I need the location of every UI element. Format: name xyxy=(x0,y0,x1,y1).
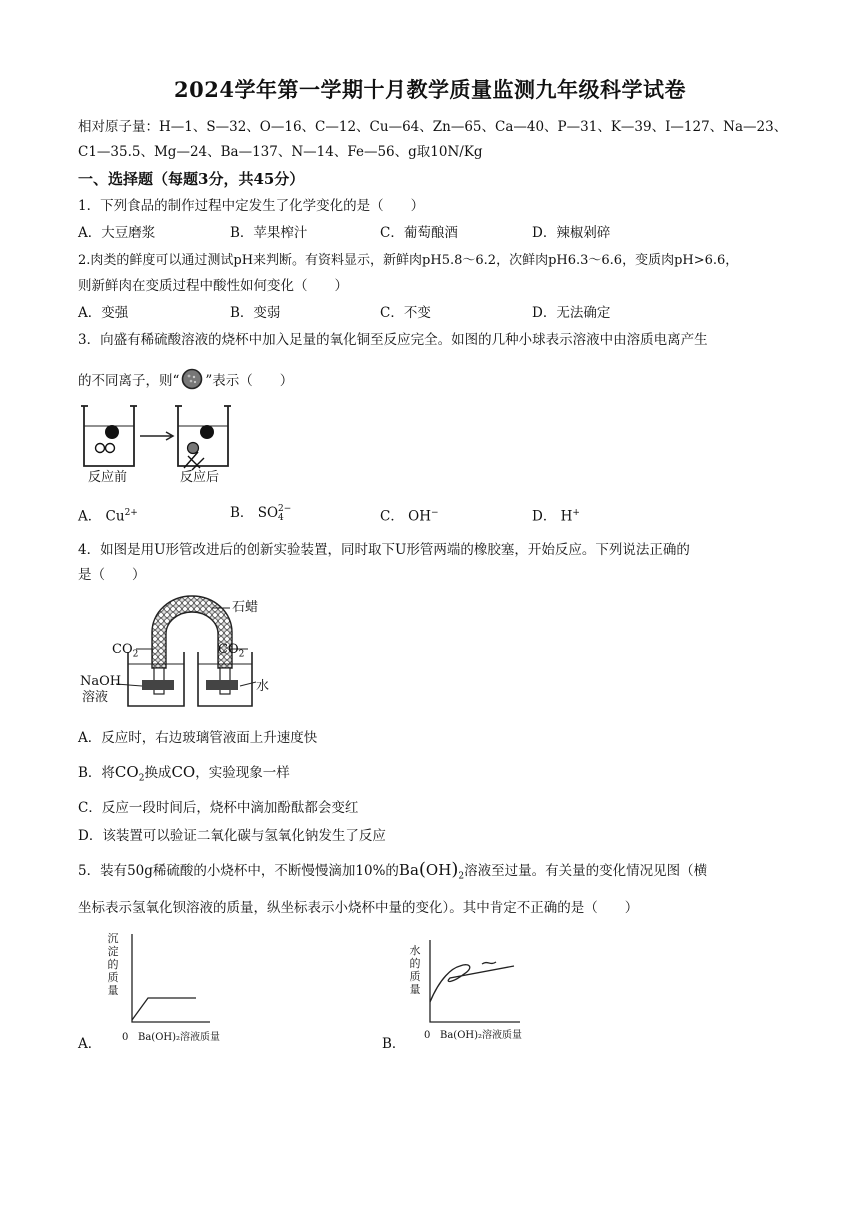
q5-graph-b-origin: 0 xyxy=(424,1030,431,1041)
q4-co2-left-label: $CO_2$ xyxy=(112,642,139,660)
q2-option-c: C．不变 xyxy=(380,305,431,321)
q3-option-b: B． SO 2− 4 xyxy=(230,503,292,523)
q1-option-c: C．葡萄酿酒 xyxy=(380,225,458,241)
right-liquid-bar xyxy=(206,680,238,690)
q3-stem-text-b: ”表示（ ） xyxy=(205,373,294,389)
q4-stem-line-2: 是（ ） xyxy=(78,567,146,583)
section-heading: 一、选择题（每题3分，共45分） xyxy=(78,170,305,188)
graph-a-axes xyxy=(132,934,210,1022)
q2-option-b: B．变弱 xyxy=(230,305,281,321)
q4-stem-line-1: 4．如图是用U形管改进后的创新实验装置，同时取下U形管两端的橡胶塞，开始反应。下列说法正确的 xyxy=(78,542,690,558)
graph-a-curve xyxy=(132,998,196,1020)
q4-wax-label: 石蜡 xyxy=(232,600,259,615)
water-pointer xyxy=(240,682,256,686)
graph-b-axes xyxy=(430,940,520,1022)
graph-b-curve xyxy=(430,965,514,1002)
q1-option-d: D．辣椒剁碎 xyxy=(532,225,611,241)
q4-water-label: 水 xyxy=(256,679,270,694)
q1-option-b: B．苹果榨汁 xyxy=(230,225,308,241)
q1-stem: 1．下列食品的制作过程中定发生了化学变化的是（ ） xyxy=(78,198,425,214)
q3-figure-before-label: 反应前 xyxy=(88,470,128,485)
left-liquid-bar xyxy=(142,680,174,690)
ion-ball-icon xyxy=(179,368,205,390)
q4-co2-right-label: $CO_2$ xyxy=(218,642,245,660)
ion-white-before-1 xyxy=(96,444,105,453)
q5-stem-line-1: 5．装有50g稀硫酸的小烧杯中，不断慢慢滴加10%的$Ba(OH)_2$溶液至过量。有关量的变化情况见图（横 xyxy=(78,859,708,882)
q2-stem-line-1: 2.肉类的鲜度可以通过测试pH来判断。有资料显示，新鲜肉pH5.8～6.2，次鲜肉pH6.3～6.6，变质肉pH>6.6， xyxy=(78,253,739,268)
q3-option-d: D． H+ xyxy=(532,508,580,525)
q5-option-b: B． xyxy=(382,1036,406,1052)
ion-gray-after xyxy=(188,443,199,454)
q4-solution-label: 溶液 xyxy=(82,690,109,705)
q5-graph-b-x-label: Ba(OH)₂溶液质量 xyxy=(440,1030,523,1041)
q5-graph-a-y-label: 沉淀的质量 xyxy=(107,932,119,997)
q4-option-b: B．将$CO_2$换成CO，实验现象一样 xyxy=(78,763,290,784)
q4-naoh-label: NaOH xyxy=(80,674,122,689)
q5-graph-a-origin: 0 xyxy=(122,1032,129,1043)
q3-figure-after-label: 反应后 xyxy=(180,470,220,485)
q1-option-a: A．大豆磨浆 xyxy=(78,225,156,241)
ion-black-after xyxy=(200,425,214,439)
exam-title: 2024学年第一学期十月教学质量监测九年级科学试卷 xyxy=(174,77,686,102)
q5-graph-b xyxy=(404,938,544,1034)
q4-option-c: C．反应一段时间后，烧杯中滴加酚酞都会变红 xyxy=(78,800,359,816)
q3-option-c: C． OH− xyxy=(380,508,439,525)
q5-graph-a-x-label: Ba(OH)₂溶液质量 xyxy=(138,1032,221,1043)
q4-option-d: D．该装置可以验证二氧化碳与氢氧化钠发生了反应 xyxy=(78,828,386,844)
q5-option-a: A． xyxy=(78,1036,102,1052)
ion-white-before-2 xyxy=(106,444,115,453)
q5-stem-line-2: 坐标表示氢氧化钡溶液的质量，纵坐标表示小烧杯中量的变化）。其中肯定不正确的是（ ） xyxy=(78,900,639,916)
q5-graph-b-y-label: 水的质量 xyxy=(409,944,421,996)
graph-b-mark xyxy=(482,962,496,964)
q3-option-a: A． $Cu^{2+}$ xyxy=(78,508,138,525)
q2-option-d: D．无法确定 xyxy=(532,305,611,321)
atomic-mass-line-1: 相对原子量：H—1、S—32、O—16、C—12、Cu—64、Zn—65、Ca—40、P—31、K—39、I—127、Na—23、 xyxy=(78,119,788,135)
q2-option-a: A．变强 xyxy=(78,305,129,321)
ion-black-before xyxy=(105,425,119,439)
q2-stem-line-2: 则新鲜肉在变质过程中酸性如何变化（ ） xyxy=(78,278,348,294)
q3-stem-line-1: 3．向盛有稀硫酸溶液的烧杯中加入足量的氧化铜至反应完全。如图的几种小球表示溶液中由溶质电离产生 xyxy=(78,332,708,348)
q3-stem-line-2 xyxy=(78,368,293,391)
q3-stem-text-a: 的不同离子，则“ xyxy=(78,373,180,389)
reaction-arrow-icon xyxy=(140,432,173,440)
q4-option-a: A．反应时，右边玻璃管液面上升速度快 xyxy=(78,730,318,746)
atomic-mass-line-2: C1—35.5、Mg—24、Ba—137、N—14、Fe—56、g取10N/Kg xyxy=(78,144,483,160)
